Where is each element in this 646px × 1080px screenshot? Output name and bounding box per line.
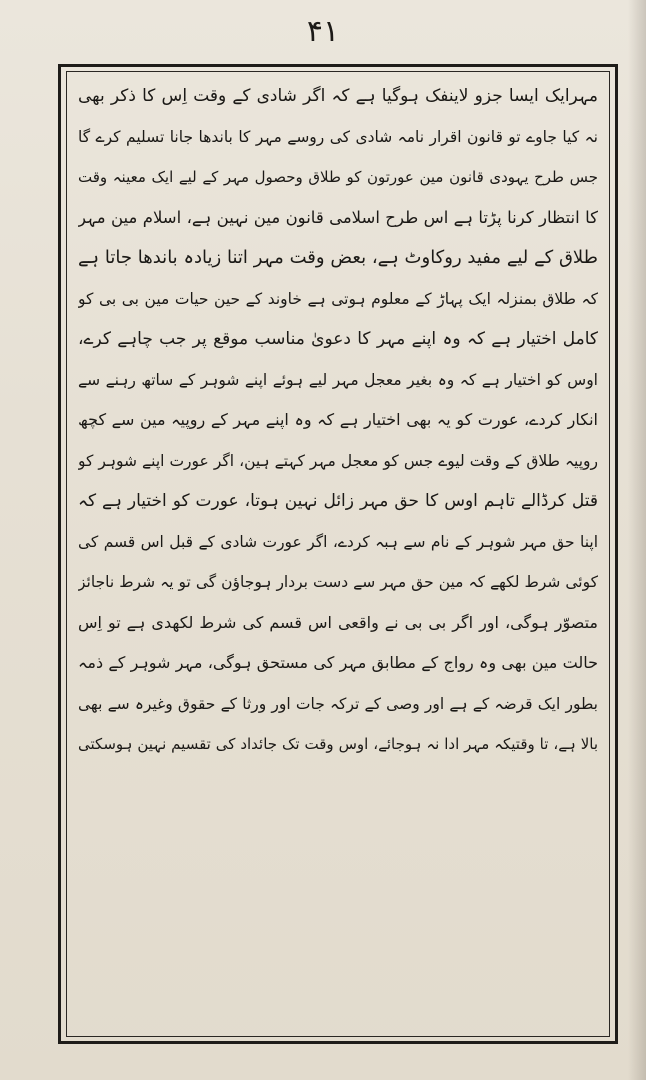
page-number: ۴۱ xyxy=(306,14,340,49)
body-text xyxy=(78,76,598,1034)
text-line-2: نہ کیا جاوے تو قانون اقرار نامہ شادی کی روسے مہر کا باندھا جانا تسلیم کرے گا xyxy=(78,127,598,146)
text-line-10: روپیہ طلاق کے وقت لیوے جس کو معجل مہر کہتے ہین، اگر عورت اپنے شوہر کو xyxy=(78,451,598,470)
text-line-7: کامل اختیار ہے کہ وہ اپنے مہر کا دعویٰ مناسب موقع پر جب چاہے کرے، xyxy=(78,329,598,349)
text-line-12: اپنا حق مہر شوہر کے نام سے ہبہ کردے، اگر عورت شادی کے قبل اس قسم کی xyxy=(78,532,598,551)
text-line-4: کا انتظار کرنا پڑتا ہے اس طرح اسلامی قانون مین نہین ہے، اسلام مین مہر xyxy=(78,207,598,227)
text-line-15: حالت مین بھی وہ رواج کے مطابق مہر کی مستحق ہوگی، مہر شوہر کے ذمہ xyxy=(78,653,598,672)
text-line-3: جس طرح یہودی قانون مین عورتون کو طلاق وحصول مہر کے لیے ایک معینہ وقت xyxy=(78,168,598,186)
text-line-5: طلاق کے لیے مفید روکاوٹ ہے، بعض وقت مہر اتنا زیادہ باندھا جاتا ہے xyxy=(78,247,598,268)
text-line-1: مہرایک ایسا جزو لاینفک ہوگیا ہے کہ اگر شادی کے وقت اِس کا ذکر بھی xyxy=(78,86,598,106)
text-line-9: انکار کردے، عورت کو یہ بھی اختیار ہے کہ وہ اپنے مہر کے روپیہ مین سے کچھ xyxy=(78,410,598,429)
text-line-13: کوئی شرط لکھے کہ مین حق مہر سے دست بردار ہوجاؤن گی تو یہ شرط ناجائز xyxy=(78,573,598,591)
text-line-16: بطور ایک قرضہ کے ہے اور وصی کے ترکہ جات اور ورثا کے حقوق وغیرہ سے بھی xyxy=(78,694,598,713)
text-line-8: اوس کو اختیار ہے کہ وہ بغیر معجل مہر لیے ہوئے اپنے شوہر کے ساتھ رہنے سے xyxy=(78,370,598,389)
text-line-11: قتل کرڈالے تاہم اوس کا حق مہر زائل نہین ہوتا، عورت کو اختیار ہے کہ xyxy=(78,491,598,511)
text-line-14: متصوّر ہوگی، اور اگر بی بی نے واقعی اس قسم کی شرط لکھدی ہے تو اِس xyxy=(78,612,598,632)
text-line-6: کہ طلاق بمنزلہ ایک پہاڑ کے معلوم ہوتی ہے خاوند کے حین حیات مین بی بی کو xyxy=(78,289,598,308)
page-edge-shadow xyxy=(628,0,646,1080)
text-line-17: بالا ہے، تا وقتیکہ مہر ادا نہ ہوجائے، اوس وقت تک جائداد کی تقسیم نہین ہوسکتی xyxy=(78,735,598,753)
